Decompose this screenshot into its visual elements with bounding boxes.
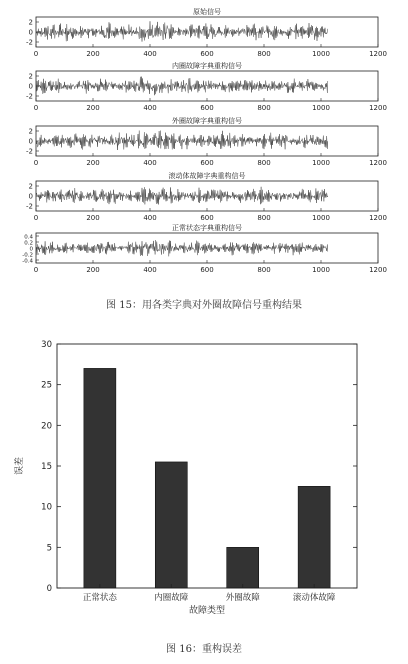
x-tick-label: 600 bbox=[200, 214, 214, 222]
panel-title: 内圈故障字典重构信号 bbox=[172, 62, 242, 70]
y-tick-label: 15 bbox=[41, 462, 52, 472]
panel-frame bbox=[36, 181, 378, 211]
x-tick-label: 200 bbox=[86, 50, 100, 58]
panel-frame bbox=[36, 17, 378, 47]
x-tick-label: 1200 bbox=[369, 214, 387, 222]
signal-waveform bbox=[36, 21, 328, 41]
x-tick-label: 0 bbox=[33, 214, 39, 222]
x-tick-label: 0 bbox=[33, 50, 39, 58]
panel-title: 原始信号 bbox=[193, 8, 221, 16]
x-tick-label: 800 bbox=[257, 214, 271, 222]
y-tick-label: -2 bbox=[26, 38, 33, 47]
x-tick-label: 400 bbox=[143, 50, 157, 58]
x-tick-label: 外圈故障 bbox=[225, 593, 260, 603]
x-tick-label: 200 bbox=[86, 266, 100, 274]
x-tick-label: 1000 bbox=[312, 159, 330, 167]
x-tick-label: 滚动体故障 bbox=[292, 593, 336, 603]
x-tick-label: 400 bbox=[143, 266, 157, 274]
figure-16-caption: 图 16：重构误差 bbox=[166, 644, 242, 655]
y-tick-label: 20 bbox=[41, 421, 52, 432]
x-axis-label: 故障类型 bbox=[188, 606, 226, 616]
x-tick-label: 0 bbox=[33, 266, 39, 274]
x-tick-label: 内圈故障 bbox=[154, 593, 189, 603]
x-tick-label: 1000 bbox=[312, 266, 330, 274]
y-tick-label: 0 bbox=[28, 137, 33, 146]
x-tick-label: 400 bbox=[143, 104, 157, 112]
x-tick-label: 800 bbox=[257, 50, 271, 58]
signal-waveform bbox=[36, 77, 328, 96]
x-tick-label: 正常状态 bbox=[82, 593, 117, 603]
x-tick-label: 600 bbox=[200, 104, 214, 112]
y-tick-label: 0 bbox=[28, 82, 33, 91]
y-tick-label: 10 bbox=[41, 502, 52, 513]
signal-waveform bbox=[36, 240, 328, 256]
x-tick-label: 1200 bbox=[369, 266, 387, 274]
x-tick-label: 400 bbox=[143, 214, 157, 222]
panel-title: 滚动体故障字典重构信号 bbox=[168, 172, 246, 180]
panel-title: 正常状态字典重构信号 bbox=[172, 224, 242, 232]
panel-frame bbox=[36, 233, 378, 263]
x-tick-label: 800 bbox=[257, 266, 271, 274]
y-tick-label: 0 bbox=[29, 246, 33, 253]
x-tick-label: 600 bbox=[200, 50, 214, 58]
y-tick-label: -2 bbox=[26, 92, 33, 101]
figure-15-caption: 图 15：用各类字典对外圈故障信号重构结果 bbox=[106, 300, 302, 311]
y-tick-label: -0.4 bbox=[22, 258, 33, 265]
bar-内圈故障 bbox=[155, 462, 187, 588]
y-tick-label: 2 bbox=[28, 182, 33, 191]
x-tick-label: 200 bbox=[86, 214, 100, 222]
x-tick-label: 800 bbox=[257, 104, 271, 112]
x-tick-label: 400 bbox=[143, 159, 157, 167]
y-tick-label: 25 bbox=[41, 380, 52, 391]
y-tick-label: -2 bbox=[26, 147, 33, 156]
y-tick-label: 2 bbox=[28, 18, 33, 27]
bar-滚动体故障 bbox=[298, 486, 330, 588]
x-tick-label: 1000 bbox=[312, 104, 330, 112]
y-tick-label: 2 bbox=[28, 127, 33, 136]
x-tick-label: 0 bbox=[33, 104, 39, 112]
x-tick-label: 200 bbox=[86, 104, 100, 112]
x-tick-label: 600 bbox=[200, 159, 214, 167]
y-tick-label: 30 bbox=[41, 340, 52, 350]
signal-waveform bbox=[36, 131, 328, 151]
x-tick-label: 1000 bbox=[312, 50, 330, 58]
x-tick-label: 1200 bbox=[369, 104, 387, 112]
y-tick-label: 0.4 bbox=[24, 234, 33, 241]
x-tick-label: 0 bbox=[33, 159, 39, 167]
x-tick-label: 600 bbox=[200, 266, 214, 274]
reconstruction-signals-chart bbox=[0, 0, 408, 285]
y-tick-label: 0 bbox=[28, 28, 33, 37]
x-tick-label: 1200 bbox=[369, 50, 387, 58]
y-tick-label: 0.2 bbox=[24, 240, 33, 247]
bar-正常状态 bbox=[84, 368, 116, 588]
y-tick-label: 2 bbox=[28, 72, 33, 81]
x-tick-label: 1000 bbox=[312, 214, 330, 222]
y-tick-label: 0 bbox=[28, 192, 33, 201]
x-tick-label: 800 bbox=[257, 159, 271, 167]
y-tick-label: 5 bbox=[46, 543, 52, 554]
signal-waveform bbox=[36, 187, 328, 205]
y-tick-label: -2 bbox=[26, 202, 33, 211]
x-tick-label: 1200 bbox=[369, 159, 387, 167]
y-axis-label: 误差 bbox=[15, 456, 25, 476]
y-tick-label: -0.2 bbox=[22, 252, 33, 259]
x-tick-label: 200 bbox=[86, 159, 100, 167]
reconstruction-error-bar-chart bbox=[0, 330, 408, 630]
y-tick-label: 0 bbox=[46, 584, 52, 594]
bar-外圈故障 bbox=[227, 547, 259, 588]
panel-title: 外圈故障字典重构信号 bbox=[172, 117, 242, 125]
